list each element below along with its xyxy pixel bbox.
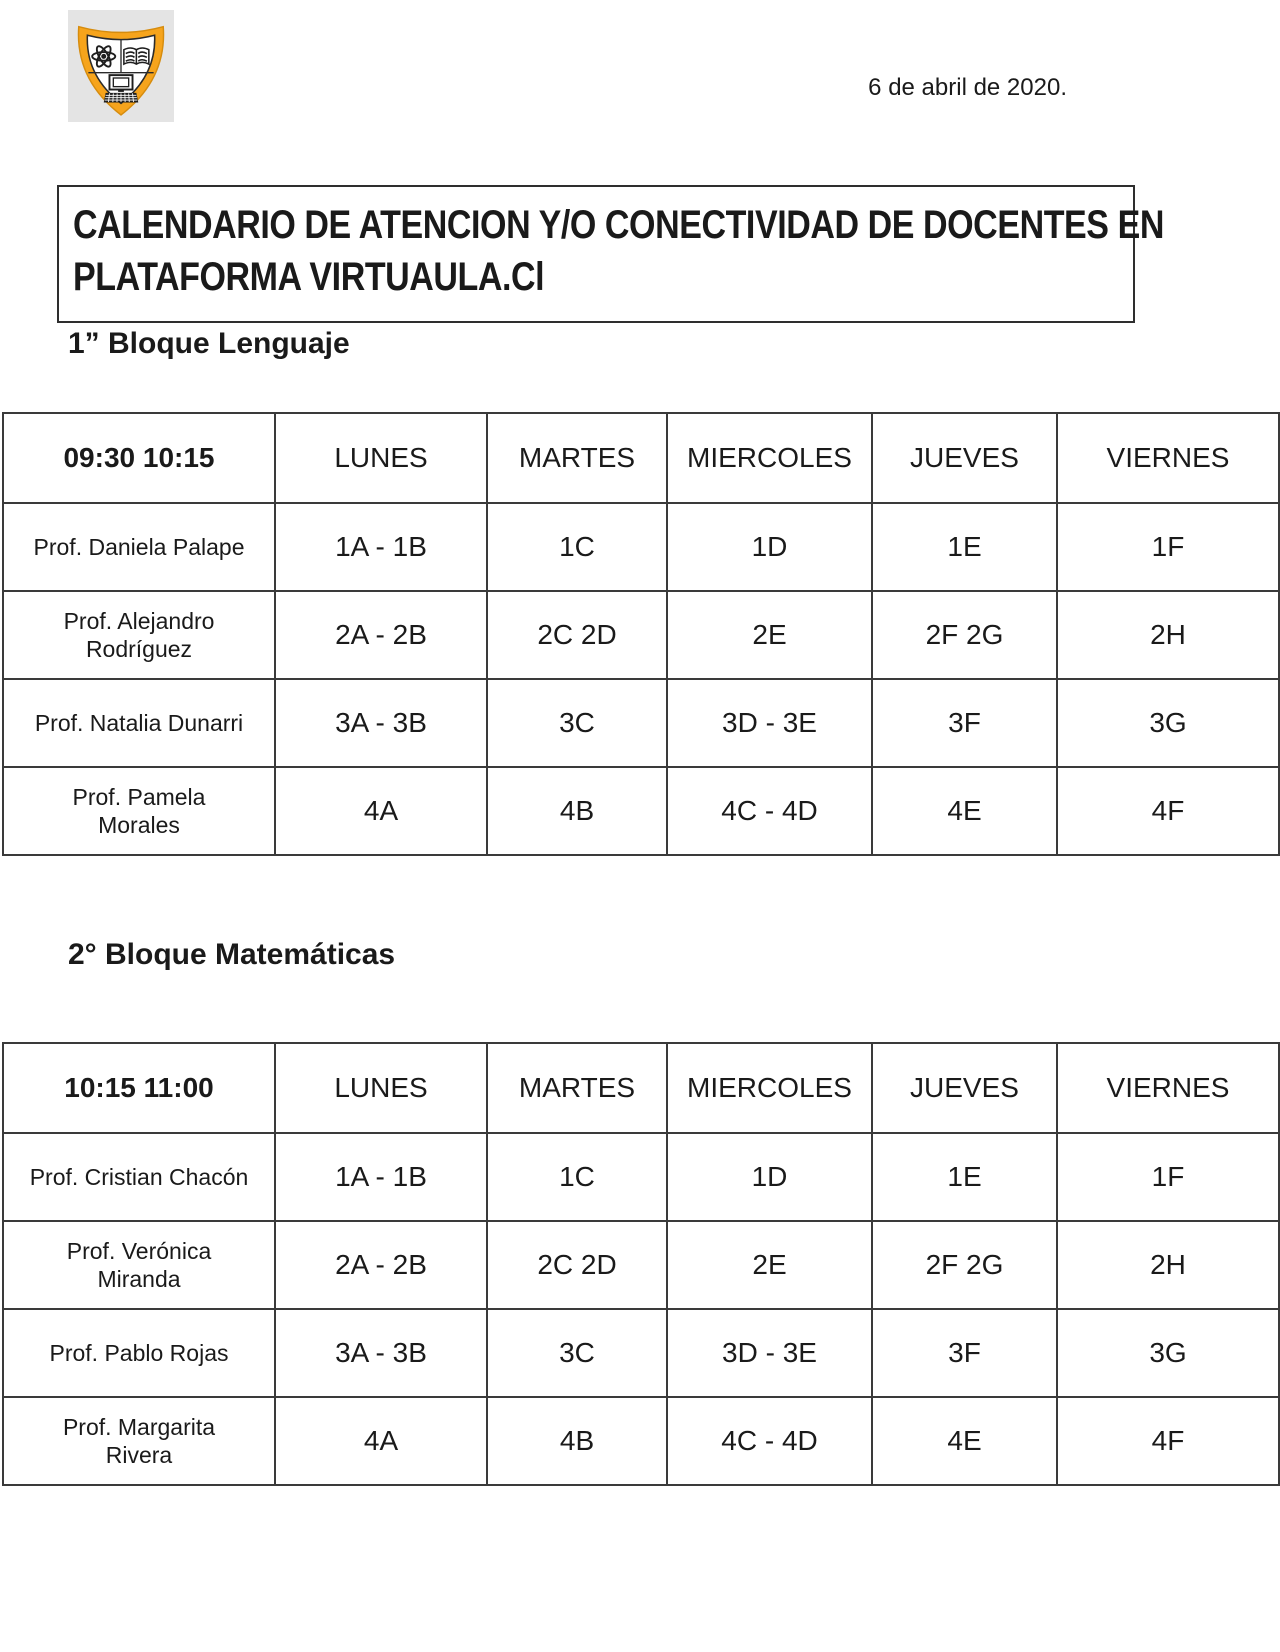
table-row (3, 591, 1279, 679)
class-group-cell: 1F (1057, 503, 1279, 591)
schedule-table (2, 412, 1280, 856)
schedule-table-lenguaje (2, 412, 1280, 856)
class-group-cell: 1E (872, 503, 1057, 591)
day-header: MARTES (487, 413, 667, 503)
day-header: MIERCOLES (667, 1043, 872, 1133)
professor-name-line: Prof. Alejandro (63, 608, 215, 634)
time-slot-header: 09:30 10:15 (3, 413, 275, 503)
professor-cell (3, 767, 275, 855)
class-group-cell: 3D - 3E (667, 679, 872, 767)
class-group-cell: 2C 2D (487, 1221, 667, 1309)
class-group-cell: 3D - 3E (667, 1309, 872, 1397)
professor-name-line: Prof. Margarita (62, 1414, 216, 1440)
class-group-cell: 2F 2G (872, 1221, 1057, 1309)
class-group-cell: 2A - 2B (275, 1221, 487, 1309)
class-group-cell: 1A - 1B (275, 503, 487, 591)
professor-name-line: Miranda (97, 1266, 181, 1292)
day-header: LUNES (275, 413, 487, 503)
header-row (3, 1043, 1279, 1133)
table-row (3, 1221, 1279, 1309)
class-group-cell: 4B (487, 1397, 667, 1485)
class-group-cell: 4C - 4D (667, 1397, 872, 1485)
class-group-cell: 1F (1057, 1133, 1279, 1221)
class-group-cell: 3F (872, 1309, 1057, 1397)
school-crest-logo (68, 10, 174, 122)
class-group-cell: 2F 2G (872, 591, 1057, 679)
class-group-cell: 1C (487, 503, 667, 591)
document-date: 6 de abril de 2020. (868, 74, 1067, 101)
class-group-cell: 3G (1057, 1309, 1279, 1397)
professor-cell (3, 1309, 275, 1397)
professor-name-line: Prof. Pamela (72, 784, 206, 810)
professor-name-line: Morales (98, 812, 180, 838)
document-title-line-1: CALENDARIO DE ATENCION Y/O CONECTIVIDAD DE DOCENTES EN (73, 203, 1164, 247)
class-group-cell: 3A - 3B (275, 679, 487, 767)
computer-icon (104, 75, 139, 102)
class-group-cell: 3G (1057, 679, 1279, 767)
schedule-table (2, 1042, 1280, 1486)
class-group-cell: 3A - 3B (275, 1309, 487, 1397)
class-group-cell: 2H (1057, 1221, 1279, 1309)
professor-name-line: Prof. Natalia Dunarri (34, 710, 244, 736)
professor-name-line: Prof. Pablo Rojas (49, 1340, 229, 1366)
professor-name-line: Prof. Daniela Palape (33, 534, 245, 560)
class-group-cell: 4B (487, 767, 667, 855)
table-row (3, 503, 1279, 591)
class-group-cell: 3F (872, 679, 1057, 767)
document-title-box (57, 185, 1164, 323)
table-row (3, 767, 1279, 855)
class-group-cell: 4F (1057, 1397, 1279, 1485)
table-row (3, 679, 1279, 767)
professor-cell (3, 679, 275, 767)
shield-icon (73, 14, 169, 118)
schedule-table-matematicas (2, 1042, 1280, 1486)
table-row (3, 1397, 1279, 1485)
professor-name-line: Prof. Verónica (66, 1238, 212, 1264)
class-group-cell: 2C 2D (487, 591, 667, 679)
day-header: VIERNES (1057, 1043, 1279, 1133)
professor-cell (3, 1133, 275, 1221)
class-group-cell: 1A - 1B (275, 1133, 487, 1221)
section-heading-lenguaje: 1” Bloque Lenguaje (68, 327, 350, 360)
class-group-cell: 3C (487, 1309, 667, 1397)
class-group-cell: 1D (667, 503, 872, 591)
class-group-cell: 1D (667, 1133, 872, 1221)
day-header: MARTES (487, 1043, 667, 1133)
day-header: JUEVES (872, 413, 1057, 503)
class-group-cell: 2A - 2B (275, 591, 487, 679)
class-group-cell: 4A (275, 1397, 487, 1485)
section-heading-matematicas: 2° Bloque Matemáticas (68, 938, 396, 971)
professor-cell (3, 1397, 275, 1485)
class-group-cell: 4A (275, 767, 487, 855)
professor-name-line: Rivera (105, 1442, 173, 1468)
time-slot-header: 10:15 11:00 (3, 1043, 275, 1133)
day-header: LUNES (275, 1043, 487, 1133)
day-header: MIERCOLES (667, 413, 872, 503)
table-row (3, 1133, 1279, 1221)
class-group-cell: 3C (487, 679, 667, 767)
class-group-cell: 2E (667, 1221, 872, 1309)
professor-cell (3, 591, 275, 679)
professor-name-line: Prof. Cristian Chacón (29, 1164, 249, 1190)
professor-cell (3, 503, 275, 591)
header-row (3, 413, 1279, 503)
professor-name-line: Rodríguez (85, 636, 193, 662)
professor-cell (3, 1221, 275, 1309)
table-row (3, 1309, 1279, 1397)
day-header: JUEVES (872, 1043, 1057, 1133)
class-group-cell: 1C (487, 1133, 667, 1221)
document-title-line-2: PLATAFORMA VIRTUAULA.Cl (73, 255, 545, 299)
class-group-cell: 1E (872, 1133, 1057, 1221)
class-group-cell: 4E (872, 767, 1057, 855)
class-group-cell: 4C - 4D (667, 767, 872, 855)
open-book-icon (124, 48, 149, 64)
class-group-cell: 2H (1057, 591, 1279, 679)
day-header: VIERNES (1057, 413, 1279, 503)
class-group-cell: 4F (1057, 767, 1279, 855)
class-group-cell: 4E (872, 1397, 1057, 1485)
class-group-cell: 2E (667, 591, 872, 679)
